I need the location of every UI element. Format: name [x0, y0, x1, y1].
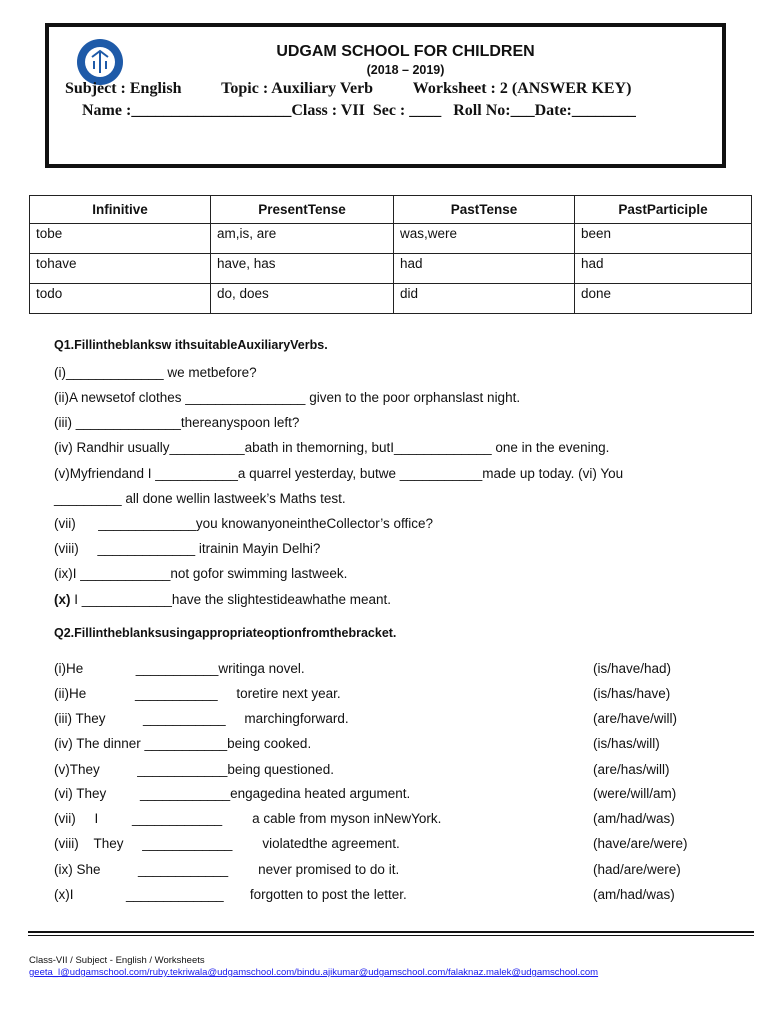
table-cell: had: [394, 254, 575, 284]
q1-line: (v)Myfriendand I ___________a quarrel yesterday, butwe ___________made up today. (vi) You: [54, 466, 624, 481]
q2-item: (viii) They ____________ violatedthe agreement.: [54, 836, 400, 851]
q2-title: Q2.Fillintheblanksusingappropriateoptionfromthebracket.: [54, 626, 397, 640]
name-line: Name :____________________Class : VII Sec : ____ Roll No:___Date:________: [82, 102, 636, 119]
q1-line: (iii) ______________thereanyspoon left?: [54, 415, 300, 430]
q2-options: (is/has/will): [593, 736, 660, 751]
q1-line: (ii)A newsetof clothes ________________ given to the poor orphanslast night.: [54, 390, 521, 405]
q1-line: (vii) _____________you knowanyoneintheCollector’s office?: [54, 516, 434, 531]
q1-line: _________ all done wellin lastweek’s Maths test.: [54, 491, 346, 506]
table-cell: am,is, are: [211, 224, 394, 254]
table-cell: have, has: [211, 254, 394, 284]
q2-item: (iv) The dinner ___________being cooked.: [54, 736, 312, 751]
q2-item: (ix) She ____________ never promised to do it.: [54, 862, 400, 877]
table-row: [30, 224, 752, 254]
table-row: [30, 284, 752, 314]
header-past: PastTense: [394, 196, 575, 224]
footer-rule: [28, 931, 754, 933]
table-cell: done: [575, 284, 752, 314]
q2-options: (are/have/will): [593, 711, 678, 726]
q1-last-text: I ____________have the slightestideawhathe meant.: [70, 592, 391, 607]
table-cell: did: [394, 284, 575, 314]
table-cell: tobe: [30, 224, 211, 254]
verb-table: [29, 195, 752, 314]
q2-options: (had/are/were): [593, 862, 681, 877]
academic-year: (2018 – 2019): [366, 63, 445, 77]
q1-line: (iv) Randhir usually__________abath in themorning, butI_____________ one in the evening.: [54, 440, 610, 455]
q2-options: (is/has/have): [593, 686, 671, 701]
q1-last-number: (x): [54, 592, 71, 607]
header-present: PresentTense: [211, 196, 394, 224]
q2-options: (are/has/will): [593, 762, 670, 777]
footer-text: Class-VII / Subject - English / Worksheets: [29, 955, 205, 966]
q1-line-last: [54, 592, 391, 607]
q2-options: (am/had/was): [593, 887, 675, 902]
q2-item: (iii) They ___________ marchingforward.: [54, 711, 349, 726]
q2-item: (ii)He ___________ toretire next year.: [54, 686, 341, 701]
q2-item: (i)He ___________writinga novel.: [54, 661, 305, 676]
table-cell: was,were: [394, 224, 575, 254]
q2-options: (were/will/am): [593, 786, 677, 801]
q1-line: (viii) _____________ itrainin Mayin Delhi?: [54, 541, 321, 556]
q2-options: (is/have/had): [593, 661, 672, 676]
q1-line: (ix)I ____________not gofor swimming lastweek.: [54, 566, 348, 581]
table-cell: been: [575, 224, 752, 254]
q2-item: (vii) I ____________ a cable from myson inNewYork.: [54, 811, 442, 826]
q2-item: (vi) They ____________engagedina heated argument.: [54, 786, 411, 801]
footer-rule: [28, 935, 754, 936]
subject-line: Subject : English Topic : Auxiliary Verb Worksheet : 2 (ANSWER KEY): [65, 80, 632, 97]
header-infinitive: Infinitive: [30, 196, 211, 224]
table-header-row: [30, 196, 752, 224]
q2-options: (have/are/were): [593, 836, 688, 851]
footer-email-links[interactable]: geeta_l@udgamschool.com/ruby.tekriwala@udgamschool.com/bindu.ajikumar@udgamschool.com/falaknaz.malek@udgamschool.com: [29, 967, 599, 978]
q1-line: (i)_____________ we metbefore?: [54, 365, 257, 380]
table-cell: todo: [30, 284, 211, 314]
table-cell: had: [575, 254, 752, 284]
header-box: [45, 23, 726, 168]
school-name: UDGAM SCHOOL FOR CHILDREN: [276, 43, 535, 60]
q1-title: Q1.Fillintheblanksw ithsuitableAuxiliaryVerbs.: [54, 338, 328, 352]
q2-options: (am/had/was): [593, 811, 675, 826]
table-cell: do, does: [211, 284, 394, 314]
table-row: [30, 254, 752, 284]
q2-item: (v)They ____________being questioned.: [54, 762, 334, 777]
header-participle: PastParticiple: [575, 196, 752, 224]
q2-item: (x)I _____________ forgotten to post the letter.: [54, 887, 407, 902]
table-cell: tohave: [30, 254, 211, 284]
